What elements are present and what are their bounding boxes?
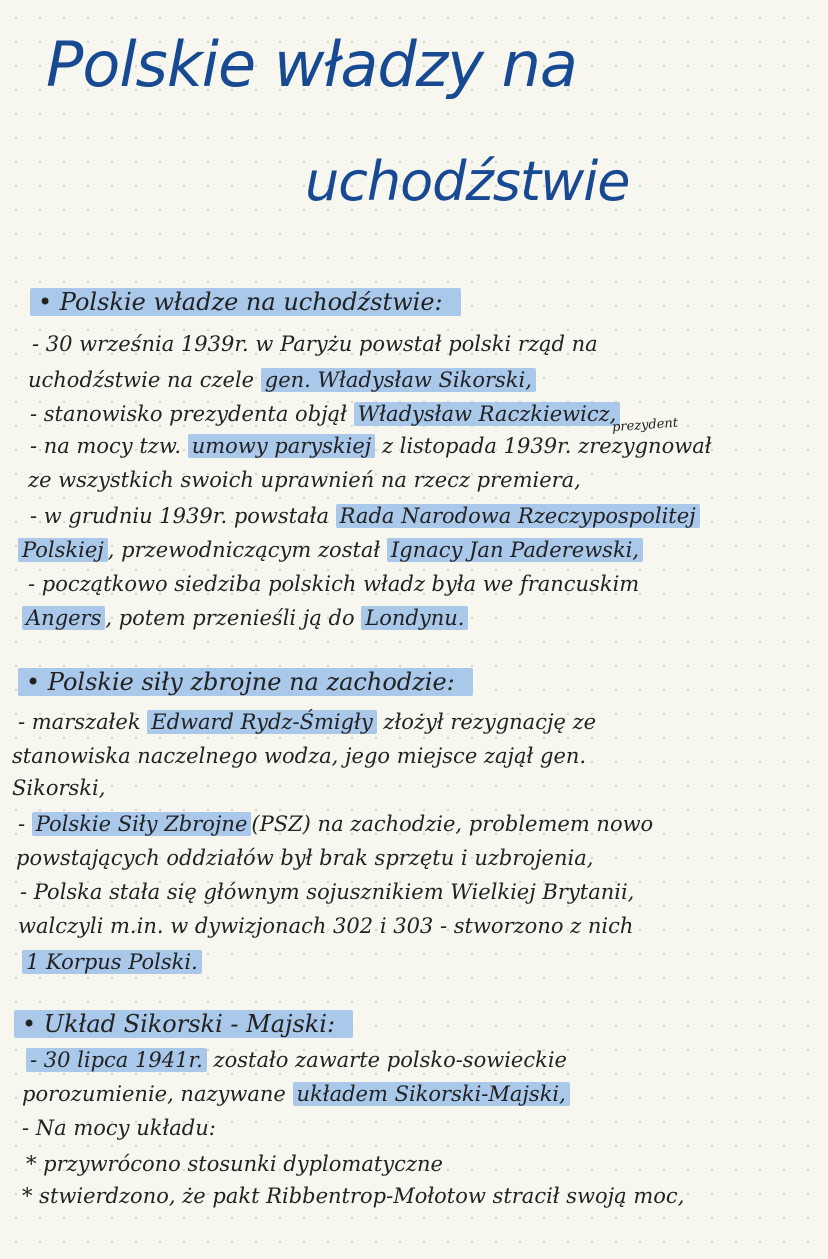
page-title-line-2: uchodźstwie bbox=[305, 150, 630, 213]
section1-line-3-text: - stanowisko prezydenta objął bbox=[30, 402, 354, 426]
section1-line-9 bbox=[22, 604, 468, 632]
section1-line-6 bbox=[30, 502, 700, 530]
section3-line-3: - Na mocy układu: bbox=[22, 1116, 216, 1140]
section1-line-4-text-c: z listopada 1939r. zrezygnował bbox=[375, 434, 712, 458]
section3-heading bbox=[14, 1010, 353, 1038]
section1-line-2 bbox=[28, 366, 536, 394]
highlight-sikorski: gen. Władysław Sikorski, bbox=[261, 368, 536, 392]
page-title-line-1: Polskie władzy na bbox=[46, 28, 577, 101]
section2-line-3: Sikorski, bbox=[12, 776, 106, 800]
highlight-uklad: układem Sikorski-Majski, bbox=[293, 1082, 570, 1106]
section1-heading-text: • Polskie władze na uchodźstwie: bbox=[30, 288, 461, 316]
section1-line-5: ze wszystkich swoich uprawnień na rzecz premiera, bbox=[28, 468, 581, 492]
highlight-angers: Angers bbox=[22, 606, 105, 630]
highlight-paderewski: Ignacy Jan Paderewski, bbox=[387, 538, 643, 562]
annotation-prezydent: prezydent bbox=[611, 415, 679, 436]
highlight-korpus: 1 Korpus Polski. bbox=[22, 950, 202, 974]
highlight-rada-narodowa: Rada Narodowa Rzeczypospolitej bbox=[336, 504, 700, 528]
section1-line-2-text: uchodźstwie na czele bbox=[28, 368, 261, 392]
section2-line-4-text-c: (PSZ) na zachodzie, problemem nowo bbox=[251, 812, 654, 836]
section3-line-5: * stwierdzono, że pakt Ribbentrop-Mołotow stracił swoją moc, bbox=[22, 1184, 685, 1208]
section2-line-1-text-a: - marszałek bbox=[18, 710, 148, 734]
section2-line-8 bbox=[22, 948, 202, 976]
section2-line-6: - Polska stała się głównym sojusznikiem Wielkiej Brytanii, bbox=[20, 880, 635, 904]
section2-line-1-text-c: złożył rezygnację ze bbox=[376, 710, 597, 734]
section3-line-2-text: porozumienie, nazywane bbox=[22, 1082, 293, 1106]
highlight-psz: Polskie Siły Zbrojne bbox=[32, 812, 252, 836]
highlight-30-lipca: - 30 lipca 1941r. bbox=[26, 1048, 207, 1072]
section3-line-1-text: zostało zawarte polsko-sowieckie bbox=[206, 1048, 567, 1072]
section1-line-4 bbox=[30, 432, 712, 460]
highlight-umowa-paryska: umowy paryskiej bbox=[188, 434, 376, 458]
section1-line-8: - początkowo siedziba polskich władz była we francuskim bbox=[28, 572, 640, 596]
section3-line-4: * przywrócono stosunki dyplomatyczne bbox=[26, 1152, 443, 1176]
section3-line-1 bbox=[26, 1046, 567, 1074]
section3-heading-text: • Układ Sikorski - Majski: bbox=[14, 1010, 353, 1038]
section1-line-4-text-a: - na mocy tzw. bbox=[30, 434, 188, 458]
section2-line-1 bbox=[18, 708, 596, 736]
section1-line-7 bbox=[18, 536, 643, 564]
section2-heading-text: • Polskie siły zbrojne na zachodzie: bbox=[18, 668, 473, 696]
section2-line-2: stanowiska naczelnego wodza, jego miejsce zajął gen. bbox=[12, 744, 587, 768]
section2-line-4-text-a: - bbox=[18, 812, 32, 836]
section2-line-4 bbox=[18, 810, 653, 838]
section2-line-5: powstających oddziałów był brak sprzętu i uzbrojenia, bbox=[16, 846, 594, 870]
section1-line-9-text: , potem przenieśli ją do bbox=[105, 606, 362, 630]
section1-line-3 bbox=[30, 400, 620, 428]
highlight-raczkiewicz: Władysław Raczkiewicz, bbox=[354, 402, 621, 426]
section1-line-7-text: , przewodniczącym został bbox=[107, 538, 387, 562]
highlight-londyn: Londynu. bbox=[361, 606, 468, 630]
section2-line-7: walczyli m.in. w dywizjonach 302 i 303 - stworzono z nich bbox=[18, 914, 634, 938]
section2-heading bbox=[18, 668, 473, 696]
section1-line-6-text: - w grudniu 1939r. powstała bbox=[30, 504, 336, 528]
section1-heading bbox=[30, 288, 461, 316]
highlight-polskiej: Polskiej bbox=[18, 538, 108, 562]
section1-line-1: - 30 września 1939r. w Paryżu powstał polski rząd na bbox=[32, 332, 598, 356]
highlight-rydz-smigly: Edward Rydz-Śmigły bbox=[147, 710, 376, 734]
section3-line-2 bbox=[22, 1080, 570, 1108]
